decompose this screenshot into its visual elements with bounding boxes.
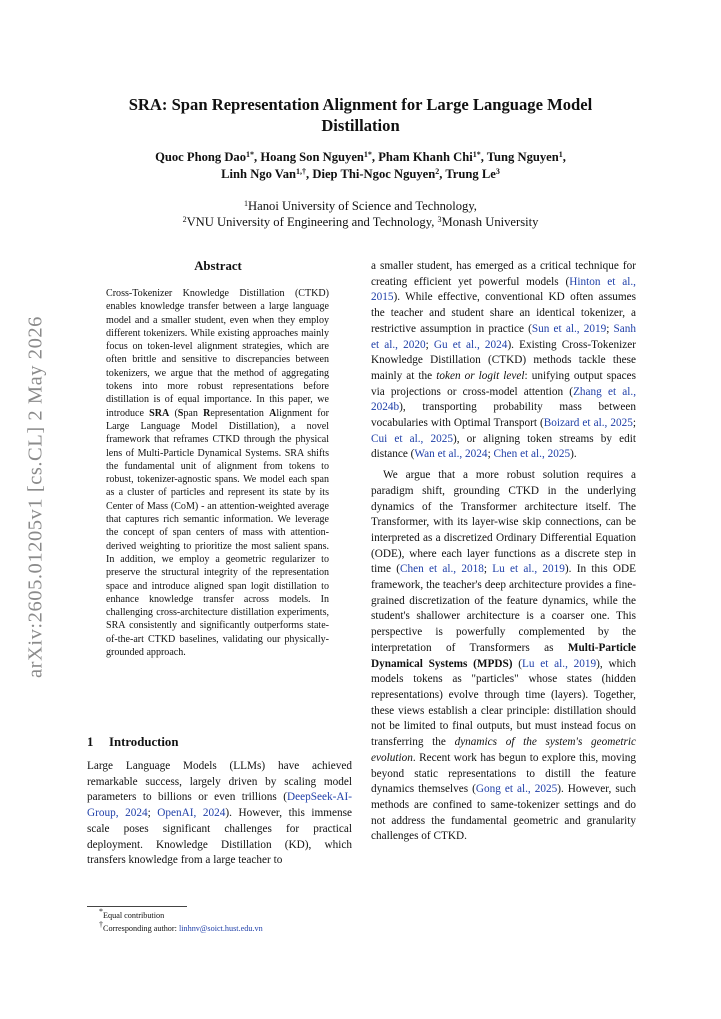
- section-number: 1: [87, 735, 94, 749]
- footnotes: [87, 907, 357, 935]
- footnote-equal-contribution: *Equal contribution: [99, 907, 165, 920]
- footnote-corresponding-author: †Corresponding author: linhnv@soict.hust.edu.vn: [99, 919, 263, 933]
- right-paragraph-2: We argue that a more robust solution requires a paradigm shift, grounding CTKD in the underlying dynamics of the Transformer architecture itself. The Transformer, with its layer-wise skip connections, can be interpreted as a discretized Ordinary Differential Equation (ODE), where each layer functions as a discrete step in time (Chen et al., 2018; Lu et al., 2019). In this ODE framework, the teacher's deep architecture provides a fine-grained discretization of the feature dynamics, while the student's shallower architecture is a coarser one. This perspective is powerfully complemented by the interpretation of Transformers as Multi-Particle Dynamical Systems (MPDS) (Lu et al., 2019), which models tokens as "particles" whose states (hidden representations) evolve through time (layers). Together, these views establish a clear principle: distillation should not be limited to final outputs, but must instead focus on transferring the dynamics of the system's geometric evolution. Recent work has begun to explore this, moving beyond static representations to distill the feature dynamics themselves (Gong et al., 2025). However, such methods are confined to same-tokenizer settings and do not address the fundamental geometric and granularity challenges of CTKD.: [371, 469, 636, 843]
- section-heading-introduction: [87, 735, 347, 750]
- abstract-text: Cross-Tokenizer Knowledge Distillation (CTKD) enables knowledge transfer between a large language model and a smaller student, even when they employ different tokenizers. While existing approaches mainly focus on token-level alignment strategies, which are often brittle and sensitive to discrepancies between tokenizers, we argue that the method of aggregating tokens into more robust representations before distillation is of equal importance. In this paper, we introduce SRA (Span Representation Alignment for Large Language Model Distillation), a novel framework that reframes CTKD through the physical lens of Multi-Particle Dynamical Systems. SRA shifts the fundamental unit of alignment from tokens to robust, tokenizer-agnostic spans. We model each span as a cluster of particles and represent its state by its Center of Mass (CoM) - an attention-weighted average that captures rich semantic information. We leverage the concept of span centers of mass with attention-derived weighting to prioritize the most salient spans. In addition, we employ a geometric regularizer to preserve the structural integrity of the representation space and introduce aligned span logit distillation to enhance knowledge transfer across models. In challenging cross-architecture distillation experiments, SRA consistently and significantly outperforms state-of-the-art CTKD baselines, validating our physically-grounded approach.: [106, 288, 330, 659]
- right-paragraph-1: a smaller student, has emerged as a critical technique for creating efficient yet powerful models (Hinton et al., 2015). While effective, conventional KD often assumes the teacher and student share an identical tokenizer, a restrictive assumption in practice (Sun et al., 2019; Sanh et al., 2020; Gu et al., 2024). Existing Cross-Tokenizer Knowledge Distillation (CTKD) methods tackle these mainly at the token or logit level: unifying output spaces via projections or cross-model attention (Zhang et al., 2024b), transporting probability mass between vocabularies with Optimal Transport (Boizard et al., 2025; Cui et al., 2025), or aligning token streams by edit distance (Wan et al., 2024; Chen et al., 2025).: [371, 260, 637, 461]
- abstract-heading: Abstract: [194, 259, 242, 273]
- affiliations: $^1$Hanoi University of Science and Technology, $^2$VNU University of Engineering and Technology, $^3$Monash University: [182, 199, 539, 229]
- arxiv-identifier-stamp: arXiv:2605.01205v1 [cs.CL] 2 May 2026: [24, 316, 47, 678]
- section-title: Introduction: [109, 735, 179, 749]
- paper-title: SRA: Span Representation Alignment for Large Language Model Distillation: [128, 95, 593, 135]
- right-column: [371, 259, 636, 845]
- author-list: Quoc Phong Dao$^{1*}$, Hoang Son Nguyen$^{1*}$, Pham Khanh Chi$^{1*}$, Tung Nguyen$^1$, Linh Ngo Van$^{1,\dagger}$, Diep Thi-Ngoc Nguyen$^2$, Trung Le$^3$: [155, 150, 566, 181]
- introduction-paragraph: Large Language Models (LLMs) have achieved remarkable success, largely driven by scaling model parameters to billions or even trillions (DeepSeek-AI-Group, 2024; OpenAI, 2024). However, this immense scale poses significant challenges for practical deployment. Knowledge Distillation (KD), which transfers knowledge from a large teacher to: [87, 760, 352, 867]
